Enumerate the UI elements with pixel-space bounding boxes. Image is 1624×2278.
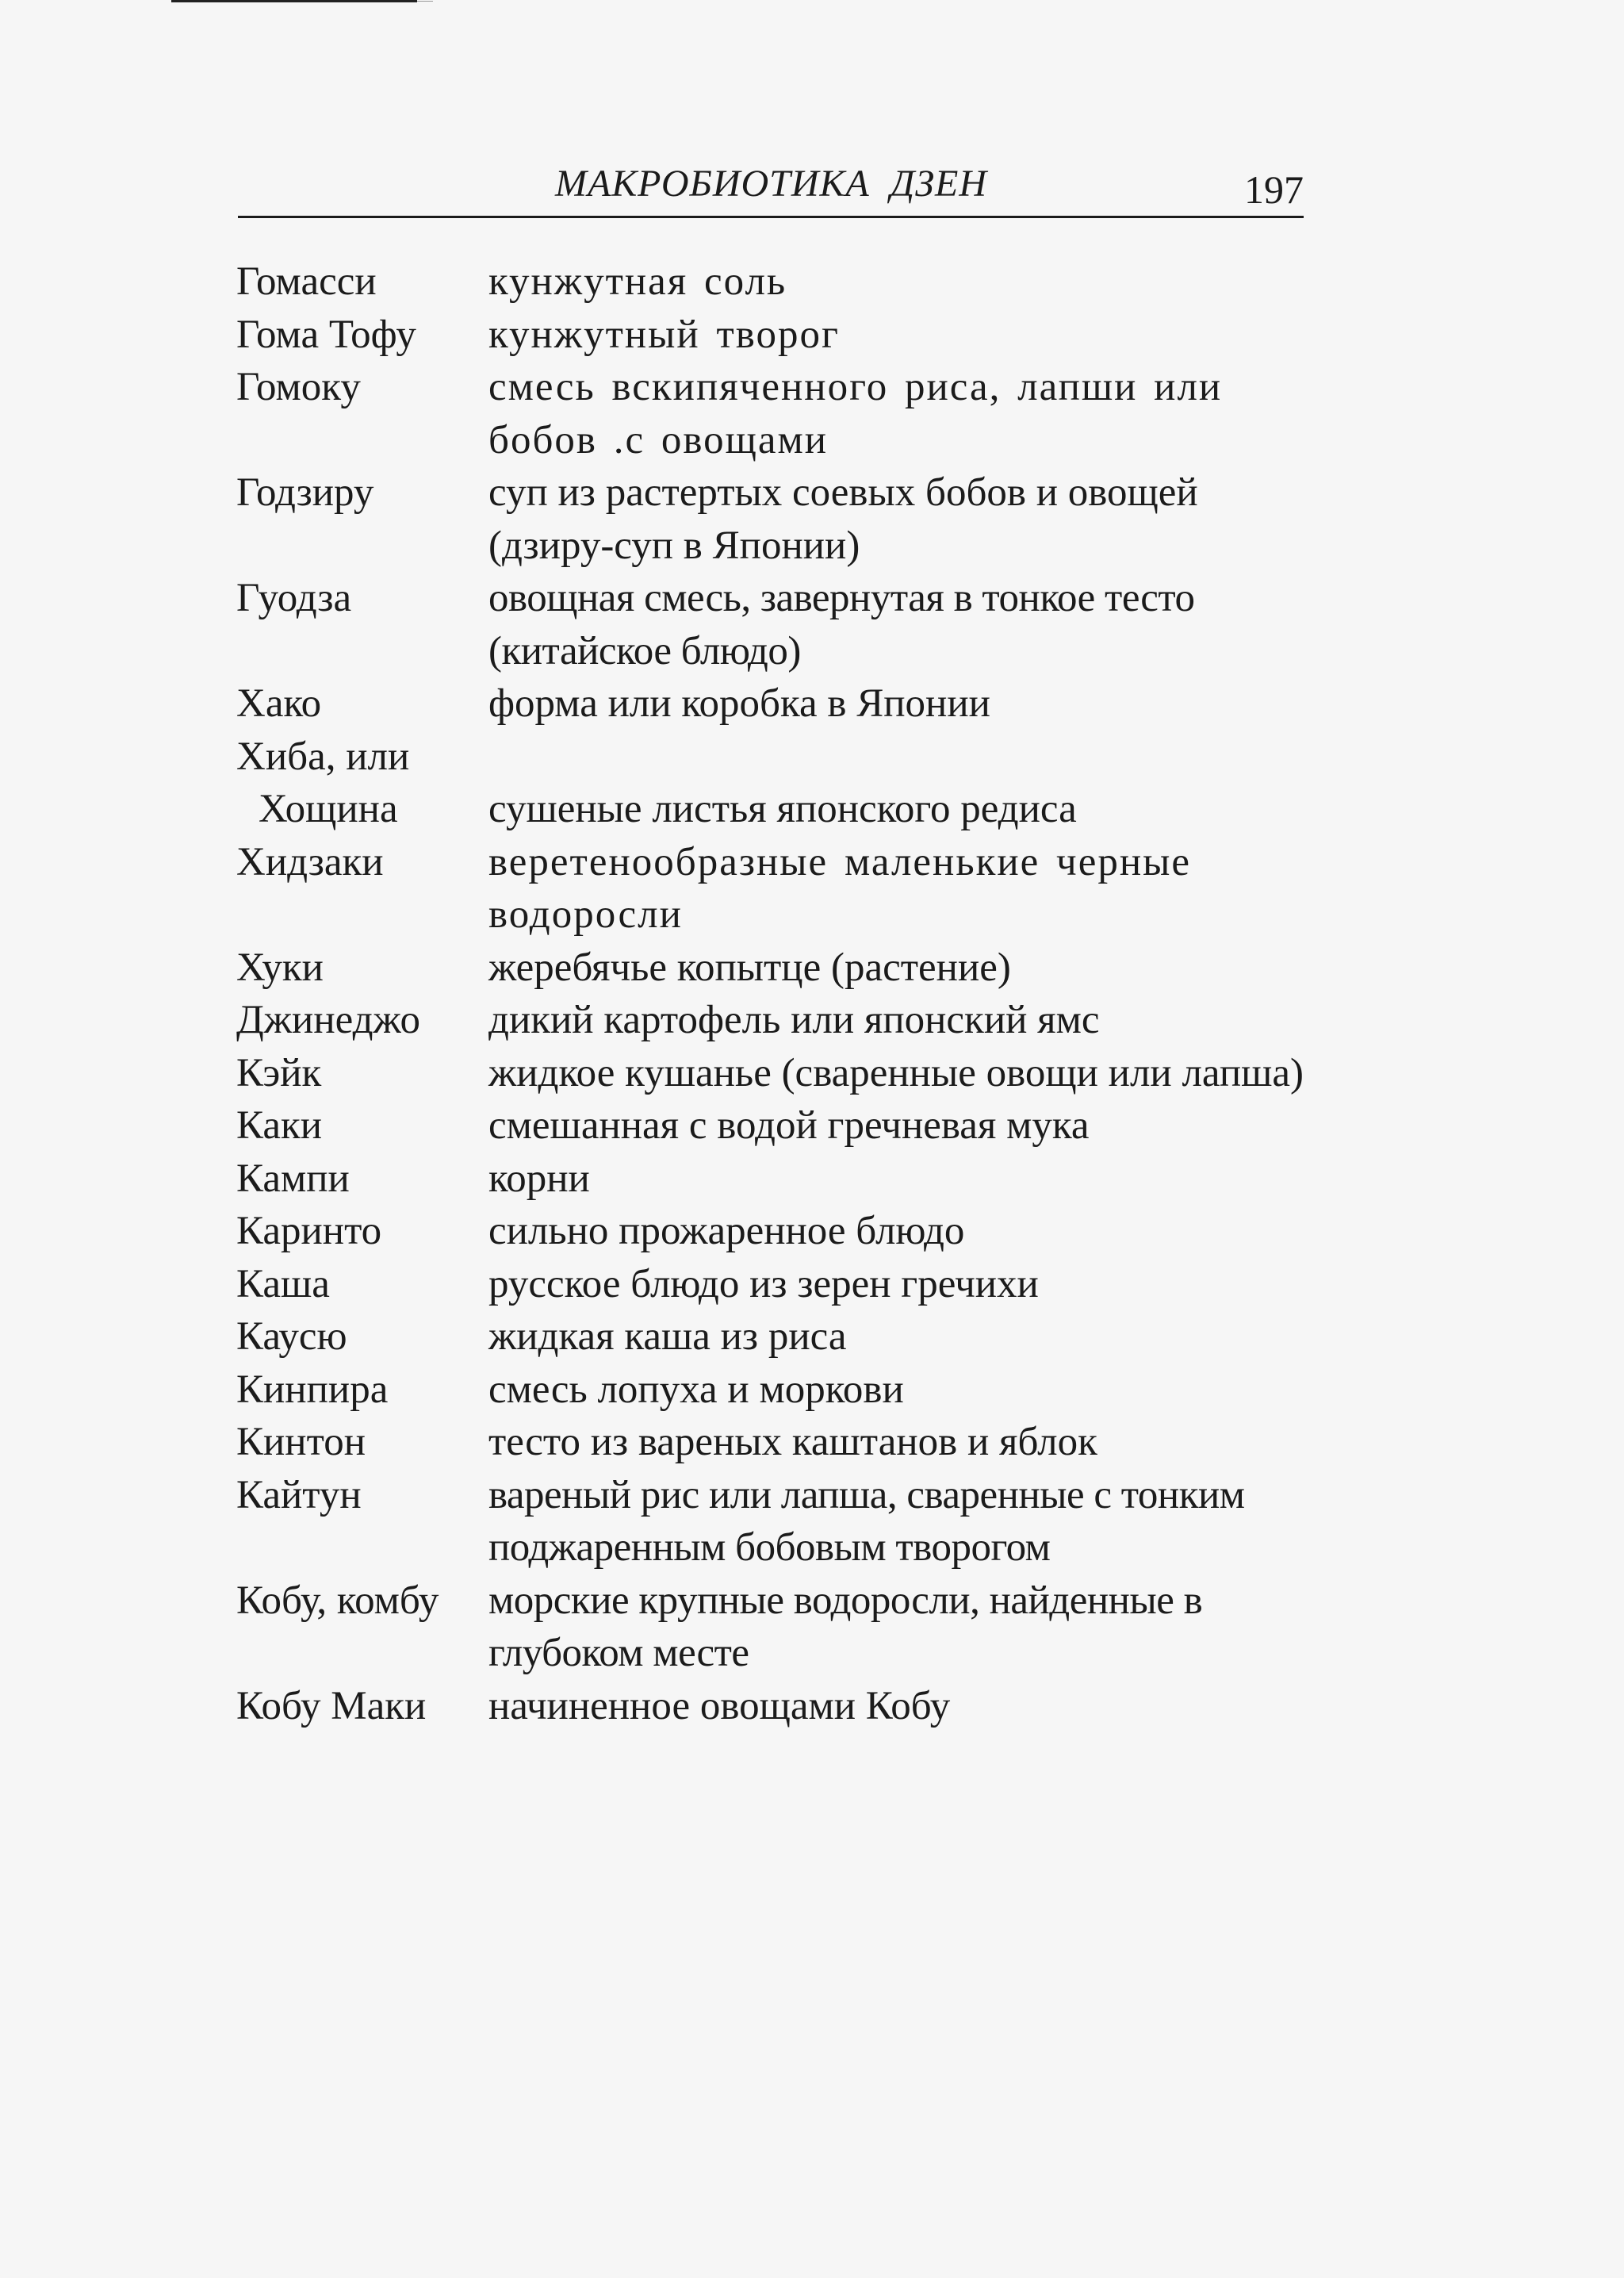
entry-definition: суп из растертых соевых бобов и овощей (дзиру-суп в Японии)	[488, 470, 1198, 568]
glossary-entry	[236, 1680, 1307, 1733]
scan-edge-mark-tail	[417, 1, 433, 2]
entry-definition: морские крупные водоросли, найденные в глубоком месте	[488, 1578, 1203, 1675]
glossary-entry	[236, 1310, 1307, 1363]
entry-term: Джинеджо	[236, 998, 420, 1042]
entry-term: Годзиру	[236, 470, 374, 515]
entry-term: Каки	[236, 1103, 323, 1148]
entry-definition: сушеные листья японского редиса	[488, 787, 1077, 831]
entry-term: Каусю	[236, 1314, 347, 1359]
glossary-entry	[236, 309, 1307, 362]
entry-definition: кунжутная соль	[488, 259, 787, 304]
glossary-entry	[236, 1574, 1307, 1680]
entry-definition: смешанная с водой гречневая мука	[488, 1103, 1090, 1148]
glossary-entry	[236, 731, 1307, 784]
entry-term: Гомоку	[236, 365, 361, 409]
entry-definition: жеребячье копытце (растение)	[488, 945, 1011, 990]
glossary-entry	[236, 836, 1307, 941]
entry-definition: форма или коробка в Японии	[488, 681, 990, 726]
running-title: МАКРОБИОТИКА ДЗЕН	[555, 163, 988, 205]
glossary-entry	[236, 572, 1307, 677]
entry-term: Кэйк	[236, 1050, 322, 1095]
entry-term: Гуодза	[236, 576, 352, 620]
entry-term: Кампи	[236, 1156, 350, 1201]
entry-definition: корни	[488, 1156, 590, 1201]
entry-term: Гома Тофу	[236, 312, 416, 357]
page-number: 197	[1244, 167, 1304, 212]
scan-edge-mark	[171, 0, 417, 2]
entry-term: Хуки	[236, 945, 324, 990]
entry-definition: тесто из вареных каштанов и яблок	[488, 1420, 1097, 1464]
entry-term: Кобу, комбу	[236, 1578, 439, 1623]
glossary-entry	[236, 1469, 1307, 1574]
glossary-list	[236, 255, 1307, 1732]
entry-term: Кинпира	[236, 1367, 389, 1412]
glossary-entry	[236, 1205, 1307, 1258]
glossary-entry	[236, 1416, 1307, 1469]
entry-definition: жидкое кушанье (сваренные овощи или лапша)	[488, 1050, 1304, 1095]
glossary-entry	[236, 255, 1307, 309]
glossary-entry	[236, 1258, 1307, 1311]
entry-definition: смесь лопуха и моркови	[488, 1367, 904, 1412]
header-rule	[238, 216, 1304, 218]
entry-term: Хидзаки	[236, 839, 384, 884]
glossary-entry	[236, 1099, 1307, 1152]
entry-definition: дикий картофель или японский ямс	[488, 998, 1100, 1042]
entry-term: Каша	[236, 1261, 330, 1306]
entry-definition: овощная смесь, завернутая в тонкое тесто (китайское блюдо)	[488, 576, 1195, 673]
entry-definition: жидкая каша из риса	[488, 1314, 847, 1359]
entry-definition: русское блюдо из зерен гречихи	[488, 1261, 1039, 1306]
entry-term: Хиба, или	[236, 734, 410, 779]
glossary-entry	[236, 783, 1307, 836]
entry-term: Кинтон	[236, 1420, 366, 1464]
running-head	[238, 155, 1304, 222]
entry-term: Кобу Маки	[236, 1683, 427, 1728]
glossary-entry	[236, 466, 1307, 572]
entry-term: Хако	[236, 681, 322, 726]
glossary-entry	[236, 1152, 1307, 1206]
entry-definition: вареный рис или лапша, сваренные с тонким поджаренным бобовым творогом	[488, 1472, 1245, 1570]
entry-term: Гомасси	[236, 259, 377, 304]
entry-definition: сильно прожаренное блюдо	[488, 1209, 965, 1253]
glossary-entry	[236, 361, 1307, 466]
entry-term: Каринто	[236, 1209, 382, 1253]
glossary-entry	[236, 1047, 1307, 1100]
glossary-entry	[236, 994, 1307, 1047]
entry-definition: веретенообразные маленькие черные водоросли	[488, 839, 1192, 937]
entry-definition: кунжутный творог	[488, 312, 840, 357]
glossary-entry	[236, 1363, 1307, 1417]
entry-term: Кайтун	[236, 1472, 362, 1517]
glossary-entry	[236, 677, 1307, 731]
glossary-entry	[236, 941, 1307, 995]
entry-definition: начиненное овощами Кобу	[488, 1683, 951, 1728]
entry-definition: смесь вскипяченного риса, лапши или бобов .с овощами	[488, 365, 1223, 462]
entry-term: Хощина	[259, 787, 398, 831]
